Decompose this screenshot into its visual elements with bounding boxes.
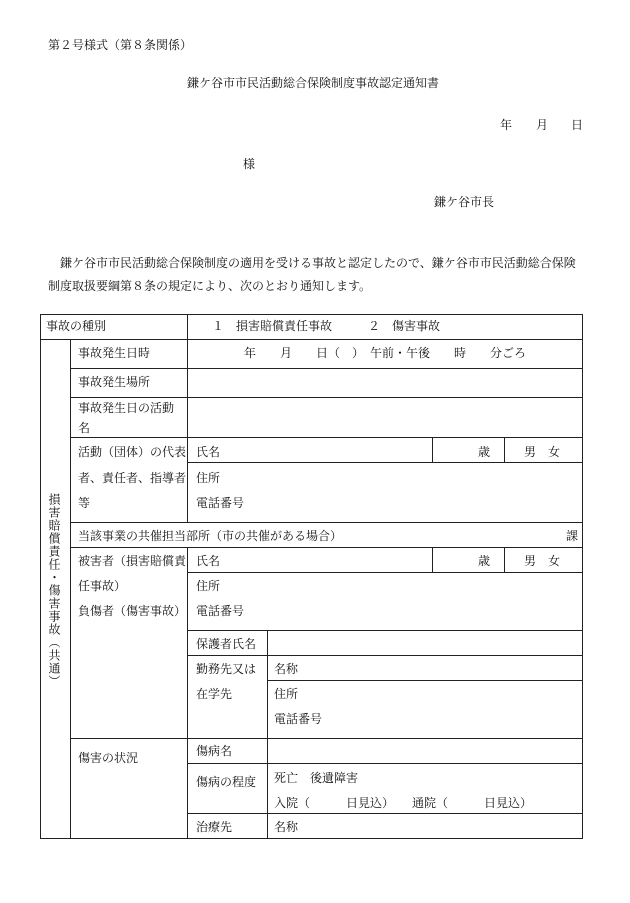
date-year: 年 — [500, 118, 513, 132]
representative-label-1: 活動（団体）の代表 — [78, 445, 187, 459]
date-day: 日 — [571, 118, 584, 132]
representative-label-3: 等 — [78, 496, 91, 510]
workplace-address-label: 住所 — [274, 687, 299, 701]
victim-label-3: 負傷者（傷害事故） — [78, 604, 187, 618]
injury-degree-line-2: 入院（ 日見込） 通院（ 日見込） — [274, 796, 533, 810]
accident-type-value: １ 損害賠償責任事故 ２ 傷害事故 — [212, 319, 441, 333]
addressee-suffix: 様 — [243, 157, 256, 171]
occurrence-datetime-label: 事故発生日時 — [78, 346, 151, 360]
body-line-1: 鎌ケ谷市市民活動総合保険制度の適用を受ける事故と認定したので、鎌ケ谷市市民活動総合保険 — [60, 256, 576, 270]
workplace-label-2: 在学先 — [196, 687, 233, 701]
occurrence-place-label: 事故発生場所 — [78, 375, 151, 389]
date-month: 月 — [536, 118, 549, 132]
cohost-department-suffix: 課 — [566, 529, 579, 543]
treatment-name-label: 名称 — [274, 820, 299, 834]
victim-age-suffix: 歳 — [478, 554, 491, 568]
issuer: 鎌ケ谷市長 — [434, 195, 495, 209]
workplace-phone-label: 電話番号 — [274, 712, 323, 726]
representative-label-2: 者、責任者、指導者 — [78, 471, 187, 485]
victim-address-label: 住所 — [196, 579, 221, 593]
accident-type-label: 事故の種別 — [46, 319, 107, 333]
workplace-label-1: 勤務先又は — [196, 662, 257, 676]
victim-label-2: 任事故） — [78, 579, 127, 593]
representative-name-label: 氏名 — [196, 445, 221, 459]
victim-label-1: 被害者（損害賠償責 — [78, 554, 187, 568]
form-number: 第２号様式（第８条関係） — [48, 38, 193, 52]
activity-name-label-2: 名 — [78, 421, 91, 435]
victim-gender: 男 女 — [524, 554, 561, 568]
injury-degree-label: 傷病の程度 — [196, 775, 257, 789]
victim-name-label: 氏名 — [196, 554, 221, 568]
body-line-2: 制度取扱要綱第８条の規定により、次のとおり通知します。 — [48, 279, 372, 293]
cohost-department-label: 当該事業の共催担当部所（市の共催がある場合） — [78, 529, 343, 543]
injury-degree-line-1: 死亡 後遺障害 — [274, 771, 359, 785]
injury-name-label: 傷病名 — [196, 744, 233, 758]
representative-address-label: 住所 — [196, 471, 221, 485]
treatment-label: 治療先 — [196, 820, 233, 834]
side-category-label: 損害賠償責任・傷害事故（共通） — [47, 493, 61, 688]
representative-gender: 男 女 — [524, 445, 561, 459]
injury-status-label: 傷害の状況 — [78, 751, 139, 765]
occurrence-datetime-value: 年 月 日（ ） 午前・午後 時 分ごろ — [244, 346, 527, 360]
document-title: 鎌ケ谷市市民活動総合保険制度事故認定通知書 — [187, 76, 440, 90]
workplace-name-label: 名称 — [274, 662, 299, 676]
activity-name-label-1: 事故発生日の活動 — [78, 401, 175, 415]
representative-phone-label: 電話番号 — [196, 496, 245, 510]
guardian-name-label: 保護者氏名 — [196, 637, 257, 651]
representative-age-suffix: 歳 — [478, 445, 491, 459]
victim-phone-label: 電話番号 — [196, 604, 245, 618]
